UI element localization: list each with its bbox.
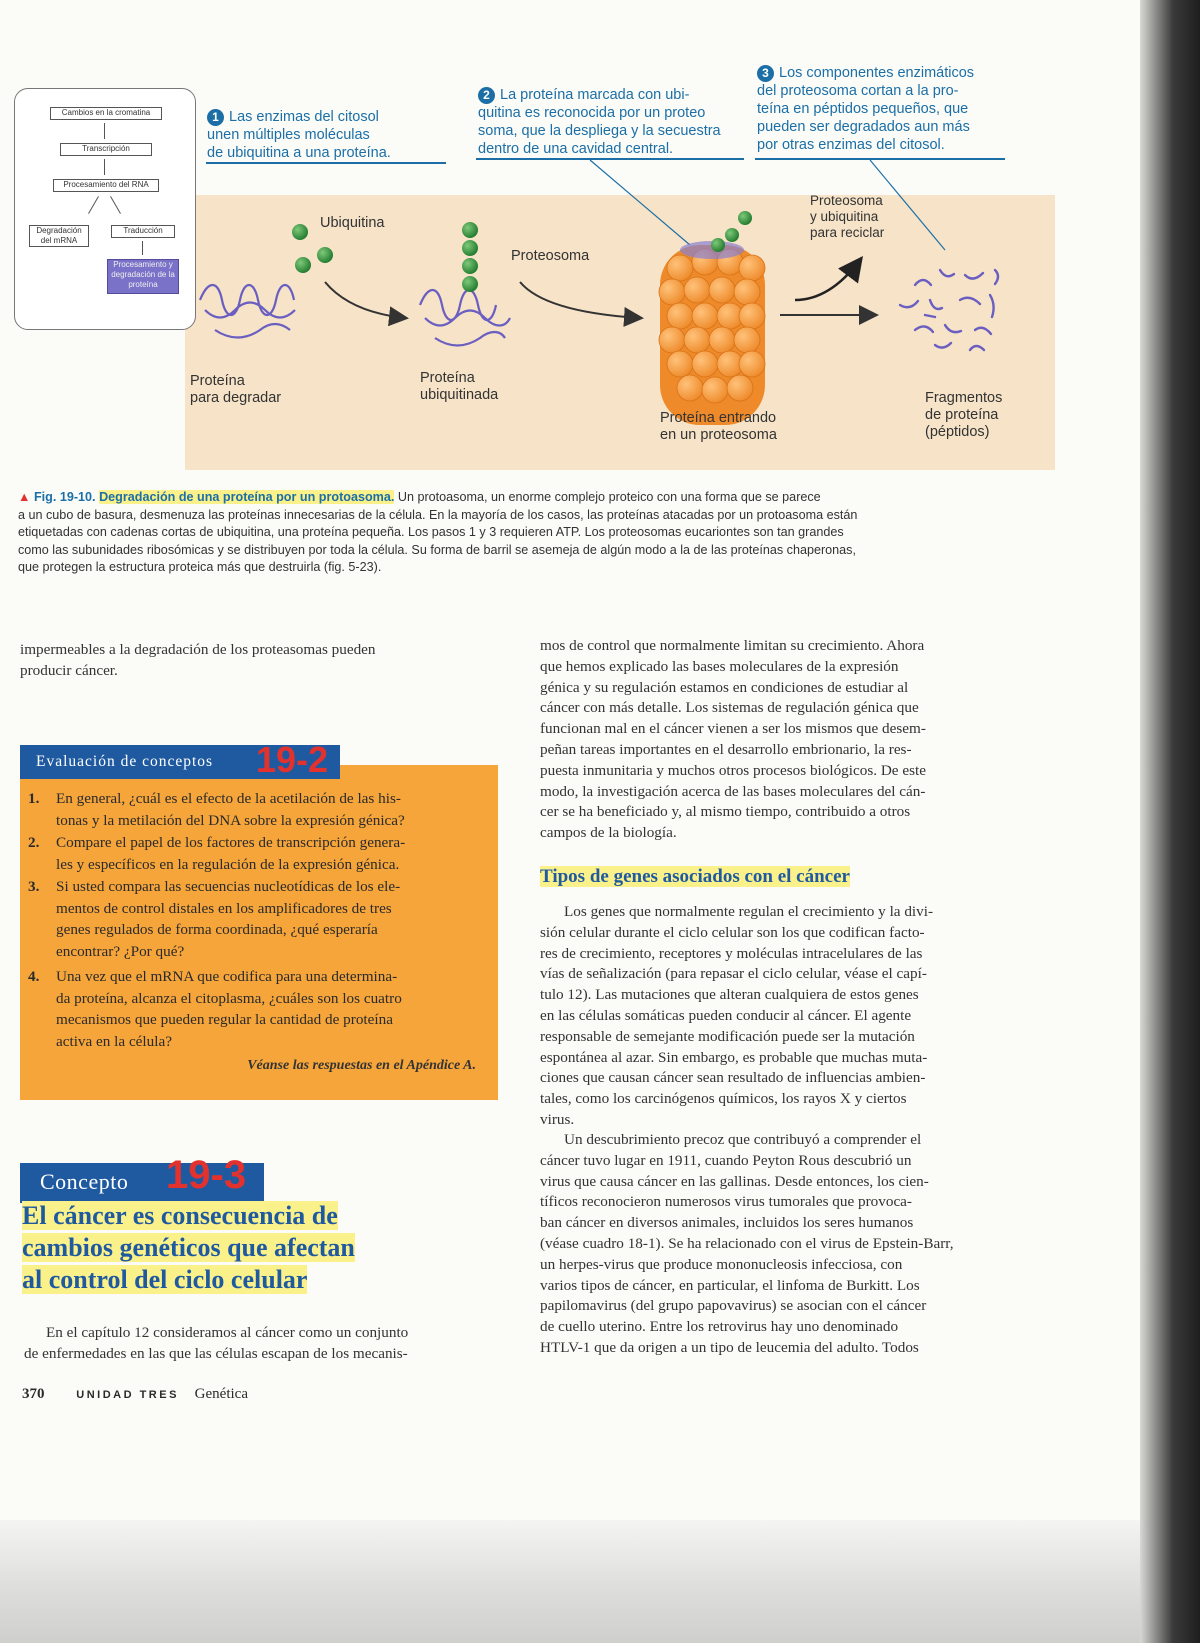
page-footer [22,1386,248,1403]
step-1-number: 1 [207,109,224,126]
evaluation-title-bar [20,739,340,780]
label-ubiquitin: Ubiquitina [320,215,385,231]
caption-marker: ▲ [18,490,34,504]
scan-bottom-margin [0,1520,1150,1643]
concept-label: Concepto [40,1169,129,1194]
inset-box-chromatin: Cambios en la cromatina [50,107,162,120]
unit-label: UNIDAD TRES [76,1389,179,1401]
inset-box-protein-processing: Procesamiento y degradación de la proteína [107,259,179,294]
right-paragraph-1: mos de control que normalmente limitan su crecimiento. Ahora que hemos explicado las bases moleculares de la expresión génica y su regulación estamos en condiciones de estudiar al cáncer con más detalle. Los sistemas de regulación génica que funcionan mal en el cáncer vienen a ser los mismos que desem- peñan tareas importantes en el desarrollo embrionario, la res- puesta inmunitaria y muchos otros procesos biológicos. De este modo, la investigación acerca de las bases moleculares del cán- cer se ha beneficiado y, al mismo tiempo, contribuido a otros campos de la biología. [540,637,926,842]
concept-number: 19-3 [166,1153,247,1197]
protein-coil-icon [200,285,295,338]
question-3: 3. Si usted compara las secuencias nucleotídicas de los ele- mentos de control distales en los amplificadores de tres genes regulados de forma coordinada, ¿qué esperaría encontrar? ¿Por qué? [28,878,401,960]
inset-box-rna-processing: Procesamiento del RNA [53,179,159,192]
label-recycle: Proteosoma y ubiquitina para reciclar [810,193,885,240]
concept-bar [20,1153,264,1203]
step-2-number: 2 [478,87,495,104]
right-paragraph-2: Los genes que normalmente regulan el crecimiento y la divi- sión celular durante el ciclo celular son los que codifican facto- res de crecimiento, receptores y moléculas intracelulares de las vías de señalización (para repasar el ciclo celular, véase el capí- tulo 12). Las mutaciones que alteran cualquiera de estos genes en las células somáticas pueden conducir al cáncer. El agente responsable de semejante modificación puede ser la mutación espontánea al azar. Sin embargo, es probable que muchas muta- ciones que causan cáncer sean resultado de influencias ambien- tales, como los carcinógenos químicos, los rayos X y ciertos virus. [540,903,934,1128]
step-2-text: 2 La proteína marcada con ubi- quitina es reconocida por un proteo soma, que la despliega y la secuestra dentro de una cavidad central. [478,87,721,157]
right-paragraph-3: Un descubrimiento precoz que contribuyó a comprender el cáncer tuvo lugar en 1911, cuando Peyton Rous descubrió un virus que causa cáncer en las gallinas. Desde entonces, los cien- tíficos reconocieron numerosos virus tumorales que provoca- ban cáncer en diversos animales, incluidos los seres humanos (véase cuadro 18-1). Se ha relacionado con el virus de Epstein-Barr, un herpes-virus que produce mononucleosis infecciosa, con varios tipos de cáncer, en particular, el linfoma de Burkitt. Los papilomavirus (del grupo papovavirus) se asocian con el cáncer de cuello uterino. Entre los retrovirus hay uno denominado HTLV-1 que da origen a un tipo de leucemia del adulto. Todos [540,1131,954,1356]
caption-figure-label: Fig. 19-10. [33,490,96,504]
arrow-1 [325,282,405,318]
section-heading: Tipos de genes asociados con el cáncer [540,866,850,887]
concept-heading: El cáncer es consecuencia de cambios genéticos que afectan al control del ciclo celular [22,1201,355,1294]
step-2-leader [590,160,690,245]
step-1-text: 1 Las enzimas del citosol unen múltiples moléculas de ubiquitina a una proteína. [207,109,391,161]
inset-box-transcription: Transcripción [60,143,152,156]
inset-box-translation: Traducción [111,225,175,238]
label-proteasome: Proteosoma [511,248,590,264]
section-label: Genética [194,1386,248,1402]
ubiquitin-icon [292,224,333,273]
question-2: 2. Compare el papel de los factores de transcripción genera- les y específicos en la regulación de la expresión génica. [28,834,406,873]
arrow-2 [520,282,640,318]
question-4: 4. Una vez que el mRNA que codifica para una determina- da proteína, alcanza el citoplasma, ¿cuáles son los cuatro mecanismos que pueden regular la cantidad de proteína activa en la célula? [28,968,402,1050]
ubiquitinated-protein-coil-icon [420,290,510,346]
arrow-recycle [795,260,860,300]
step-3-text: 3 Los componentes enzimáticos del proteosoma cortan a la pro- teína en péptidos pequeños, que pueden ser degradados aun más por otras enzimas del citosol. [757,65,975,153]
left-intro-paragraph: impermeables a la degradación de los proteasomas pueden producir cáncer. [20,641,376,679]
label-protein-entering: Proteína entrando en un proteosoma [660,410,777,443]
label-fragments: Fragmentos de proteína (péptidos) [925,390,1003,440]
step-3-number: 3 [757,65,774,82]
left-closing-paragraph: En el capítulo 12 consideramos al cáncer como un conjunto de enfermedades en las que las células escapan de los mecanis- [24,1324,409,1362]
label-protein-to-degrade: Proteína para degradar [190,373,282,406]
proteasome-barrel-icon [659,211,765,425]
label-ubiquitinated-protein: Proteína ubiquitinada [420,370,499,403]
question-1: 1. En general, ¿cuál es el efecto de la acetilación de las his- tonas y la metilación del DNA sobre la expresión génica? [28,790,405,829]
evaluation-answers-note: Véanse las respuestas en el Apéndice A. [247,1058,476,1073]
peptide-fragments-icon [900,270,998,350]
page-number: 370 [22,1386,45,1402]
evaluation-number: 19-2 [256,739,329,780]
caption-title: Degradación de una proteína por un protoasoma. [99,490,395,504]
ubiquitin-chain-icon [462,222,478,292]
figure-caption: ▲ Fig. 19-10. Degradación de una proteína por un protoasoma. Un protoasoma, un enorme complejo proteico con una forma que se parece a un cubo de basura, desmenuza las proteínas innecesarias de la célula. En la mayoría de los casos, las proteínas atacadas por un protoasoma están etiquetadas con cadenas cortas de ubiquitina, una proteína pequeña. Los pasos 1 y 3 requieren ATP. Los proteosomas eucariontes son tan grandes como las subunidades ribosómicas y se distribuyen por toda la célula. Su forma de barril se asemeja de algún modo a la de las proteínas chaperonas, que protegen la estructura proteica más que destruirla (fig. 5-23). [18,490,858,574]
inset-box-mrna-degradation: Degradación del mRNA [29,225,89,247]
scan-binding-shadow [1140,0,1200,1643]
evaluation-title: Evaluación de conceptos [36,753,214,770]
